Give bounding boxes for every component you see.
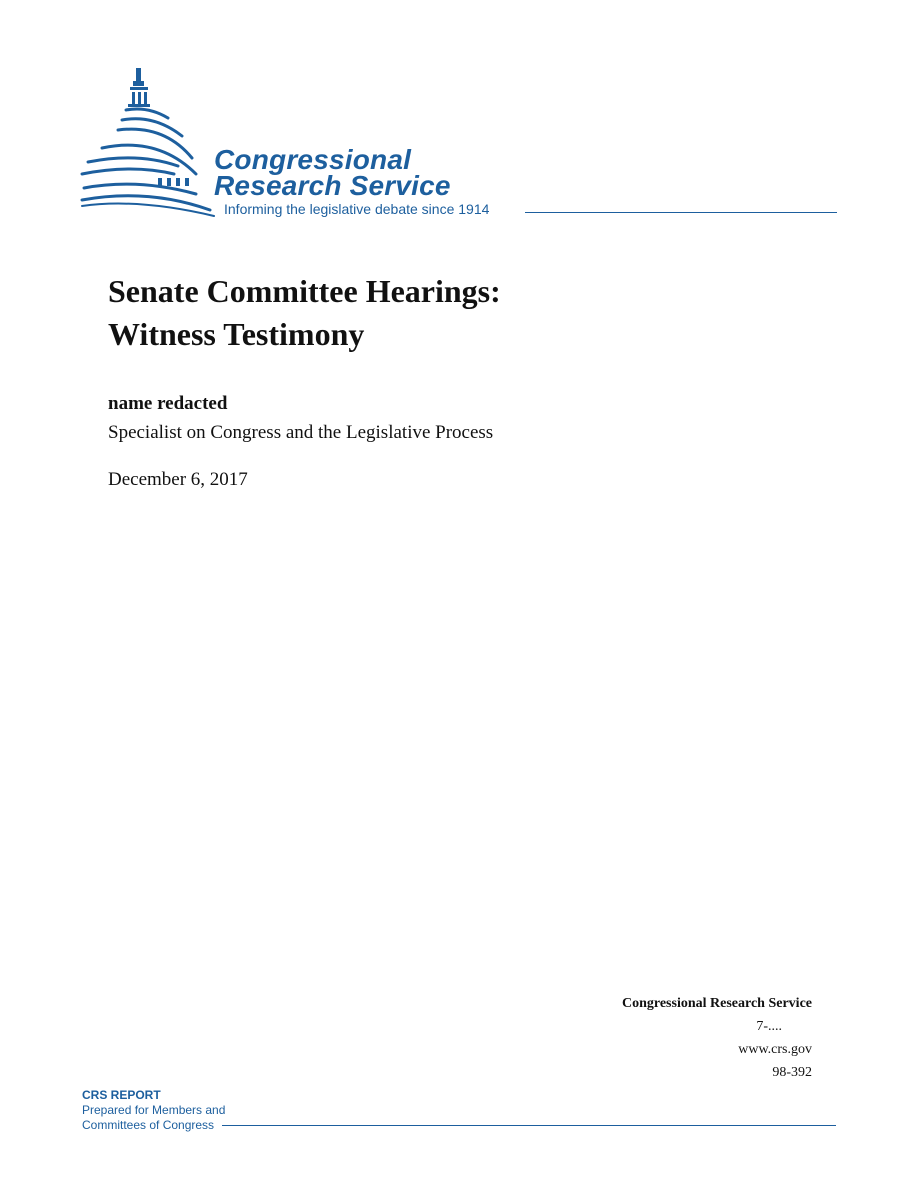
capitol-dome-icon (78, 66, 228, 218)
report-date: December 6, 2017 (108, 469, 248, 490)
tagline-divider (525, 212, 837, 213)
footer-website: www.crs.gov (738, 1042, 812, 1057)
footer-info (622, 992, 812, 1084)
logo-tagline: Informing the legislative debate since 1914 (224, 201, 490, 217)
logo-line-research-service: Research Service (214, 170, 451, 201)
footer-phone: 7-.... (756, 1019, 782, 1034)
footer-org: Congressional Research Service (621, 996, 812, 1011)
logo-line-congressional: Congressional (214, 144, 412, 175)
footer-report-number: 98-392 (772, 1065, 812, 1080)
report-title (108, 270, 501, 356)
crs-logo (78, 66, 838, 226)
crs-report-line-1: Prepared for Members and (82, 1103, 226, 1117)
crs-report-heading: CRS REPORT (82, 1088, 161, 1102)
report-title-line-1: Senate Committee Hearings: (108, 273, 501, 309)
report-title-line-2: Witness Testimony (108, 316, 365, 352)
crs-report-line-2: Committees of Congress (82, 1118, 215, 1132)
bottom-divider (222, 1125, 836, 1126)
author-title: Specialist on Congress and the Legislative Process (108, 422, 494, 443)
crs-report-label (82, 1088, 225, 1133)
author-name: name redacted (108, 393, 228, 414)
